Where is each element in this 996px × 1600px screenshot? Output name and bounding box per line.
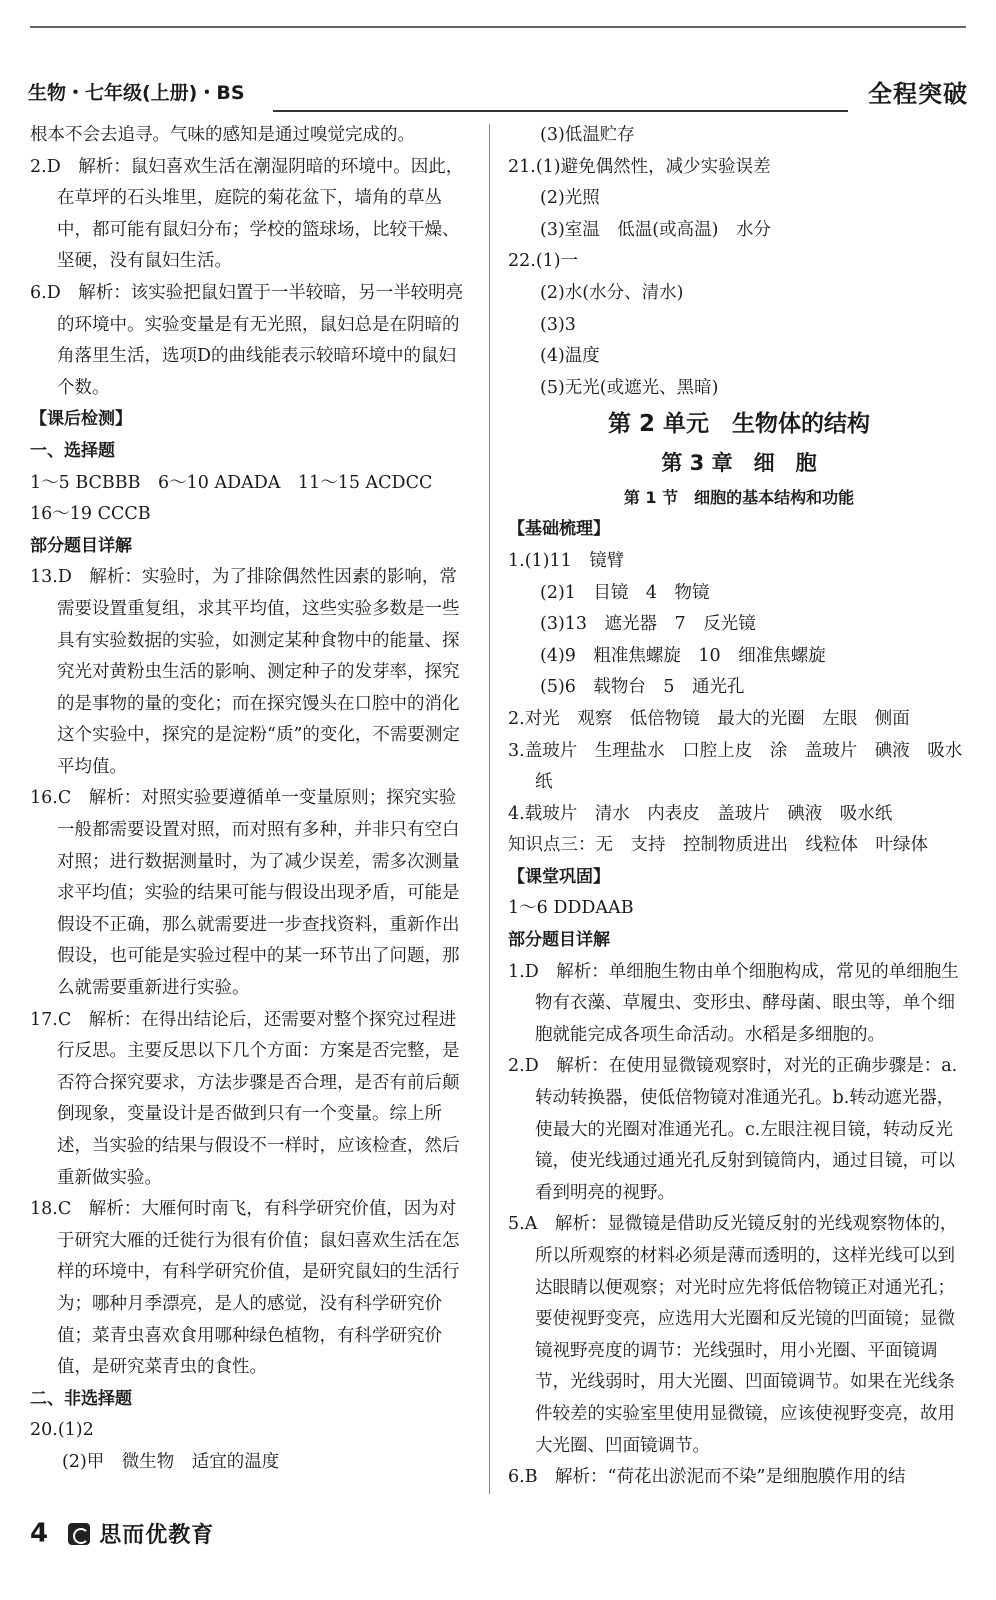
answer-line: 2.对光 观察 低倍物镜 最大的光圈 左眼 侧面 (508, 708, 910, 729)
chapter-title: 第 3 章 细 胞 (661, 451, 817, 476)
answer-explanation: 6.D 解析：该实验把鼠妇置于一半较暗，另一半较明亮的环境中。实验变量是有无光照，鼠妇总是在阴暗的角落里生活，选项D的曲线能表示较暗环境中的鼠妇个数。 (30, 282, 464, 398)
section-heading: 【课后检测】 (30, 409, 132, 430)
answer-explanation: 3.盖玻片 生理盐水 口腔上皮 涂 盖玻片 碘液 吸水纸 (508, 740, 963, 793)
section-heading: 一、选择题 (30, 440, 115, 461)
section-heading: 部分题目详解 (508, 930, 610, 951)
answer-line: 根本不会去追寻。气味的感知是通过嗅觉完成的。 (30, 125, 415, 145)
answer-explanation: 2.D 解析：鼠妇喜欢生活在潮湿阴暗的环境中。因此，在草坪的石头堆里，庭院的菊花盆下，墙角的草丛中，都可能有鼠妇分布；学校的篮球场，比较干燥、坚硬，没有鼠妇生活。 (30, 156, 464, 272)
section-heading: 部分题目详解 (30, 535, 132, 556)
answer-subitem: (2)1 目镜 4 物镜 (540, 582, 710, 603)
page-footer (30, 1518, 214, 1558)
top-border-line (30, 26, 966, 28)
answer-subitem: (3)室温 低温(或高温) 水分 (540, 219, 771, 240)
answer-subitem: (4)温度 (540, 346, 600, 367)
answer-line: 知识点三：无 支持 控制物质进出 线粒体 叶绿体 (508, 835, 928, 856)
page-header (28, 74, 968, 118)
section-title: 第 1 节 细胞的基本结构和功能 (623, 488, 855, 508)
brand-name: 思而优教育 (99, 1523, 215, 1548)
answer-line: 4.载玻片 清水 内表皮 盖玻片 碘液 吸水纸 (508, 803, 893, 824)
answer-subitem: (5)无光(或遮光、黑暗) (540, 377, 719, 398)
answer-explanation: 18.C 解析：大雁何时南飞，有科学研究价值，因为对于研究大雁的迁徙行为很有价值；鼠妇喜欢生活在怎样的环境中，有科学研究价值，是研究鼠妇的生活行为；哪种月季漂亮，是人的感觉，没有科学研究价值；菜青虫喜欢食用哪种绿色植物，有科学研究价值，是研究菜青虫的食性。 (30, 1199, 460, 1378)
header-rule (273, 110, 848, 112)
answer-line: 22.(1)一 (508, 251, 579, 272)
answer-subitem: (2)水(水分、清水) (540, 282, 684, 303)
answer-explanation: 6.B 解析：“荷花出淤泥而不染”是细胞膜作用的结 (508, 1467, 906, 1488)
answer-line: 1～5 BCBBB 6～10 ADADA 11～15 ACDCC (30, 472, 433, 493)
answer-subitem: (4)9 粗准焦螺旋 10 细准焦螺旋 (540, 645, 826, 666)
right-column (508, 120, 970, 1494)
page-number: 4 (30, 1518, 49, 1549)
answer-explanation: 2.D 解析：在使用显微镜观察时，对光的正确步骤是：a.转动转换器，使低倍物镜对准通光孔。b.转动遮光器，使最大的光圈对准通光孔。c.左眼注视目镜，转动反光镜，使光线通过通光孔反射到镜筒内，通过目镜，可以看到明亮的视野。 (508, 1056, 958, 1203)
unit-title: 第 2 单元 生物体的结构 (607, 411, 871, 438)
answer-subitem: (2)光照 (540, 188, 600, 209)
answer-line: 16～19 CCCB (30, 504, 151, 525)
left-column (30, 120, 473, 1479)
answer-explanation: 13.D 解析：实验时，为了排除偶然性因素的影响，常需要设置重复组，求其平均值，这些实验多数是一些具有实验数据的实验，如测定某种食物中的能量、探究光对黄粉虫生活的影响、测定种子的发芽率，探究的是事物的量的变化；而在探究馒头在口腔中的消化这个实验中，探究的是淀粉“质”的变化，不需要测定平均值。 (30, 567, 460, 777)
answer-explanation: 17.C 解析：在得出结论后，还需要对整个探究过程进行反思。主要反思以下几个方面：方案是否完整，是否符合探究要求，方法步骤是否合理，是否有前后颠倒现象，变量设计是否做到只有一个变量。综上所述，当实验的结果与假设不一样时，应该检查，然后重新做实验。 (30, 1009, 460, 1188)
answer-subitem: (2)甲 微生物 适宜的温度 (62, 1451, 280, 1472)
answer-line: 21.(1)避免偶然性，减少实验误差 (508, 156, 771, 177)
column-divider (489, 124, 490, 1494)
answer-explanation: 1.D 解析：单细胞生物由单个细胞构成，常见的单细胞生物有衣藻、草履虫、变形虫、酵母菌、眼虫等，单个细胞就能完成各项生命活动。水稻是多细胞的。 (508, 961, 959, 1045)
answer-line: 20.(1)2 (30, 1420, 94, 1441)
answer-explanation: 5.A 解析：显微镜是借助反光镜反射的光线观察物体的，所以所观察的材料必须是薄而透明的，这样光线可以到达眼睛以便观察；对光时应先将低倍物镜正对通光孔；要使视野变亮，应选用大光圈和反光镜的凹面镜；显微镜视野亮度的调节：光线强时，用小光圈、平面镜调节，光线弱时，用大光圈、凹面镜调节。如果在光线条件较差的实验室里使用显微镜，应该使视野变亮，故用大光圈、凹面镜调节。 (508, 1214, 958, 1456)
header-subject: 生物・七年级(上册)・BS (28, 82, 245, 104)
brand-logo-icon (68, 1523, 90, 1545)
answer-subitem: (5)6 载物台 5 通光孔 (540, 677, 745, 698)
answer-subitem: (3)13 遮光器 7 反光镜 (540, 614, 756, 635)
section-heading: 二、非选择题 (30, 1388, 132, 1409)
answer-subitem: (3)低温贮存 (540, 125, 635, 145)
answer-explanation: 16.C 解析：对照实验要遵循单一变量原则；探究实验一般都需要设置对照，而对照有多种，并非只有空白对照；进行数据测量时，为了减少误差，需多次测量求平均值；实验的结果可能与假设出现矛盾，可能是假设不正确，那么就需要进一步查找资料，重新作出假设，也可能是实验过程中的某一环节出了问题，那么就需要重新进行实验。 (30, 788, 460, 999)
answer-subitem: (3)3 (540, 314, 576, 335)
answer-line: 1.(1)11 镜臂 (508, 550, 625, 571)
header-series-title: 全程突破 (868, 80, 968, 108)
section-heading: 【课堂巩固】 (508, 866, 610, 887)
section-heading: 【基础梳理】 (508, 519, 610, 540)
answer-line: 1～6 DDDAAB (508, 898, 634, 919)
